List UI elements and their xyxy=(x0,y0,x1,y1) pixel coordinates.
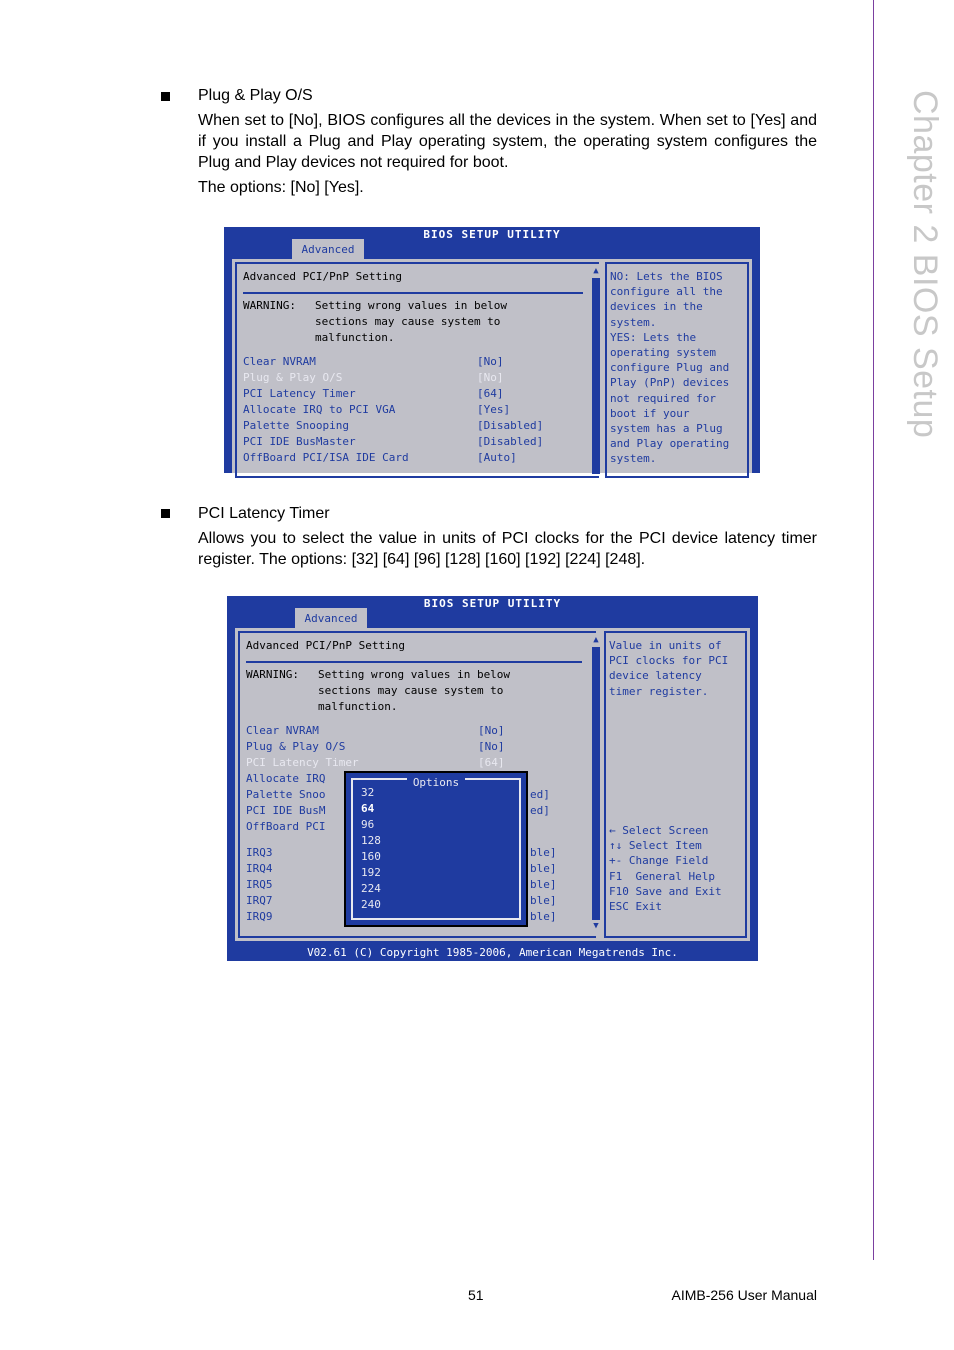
menu-item-clear-nvram[interactable]: Clear NVRAM xyxy=(246,724,319,737)
warning-line: malfunction. xyxy=(318,700,398,713)
menu-item-irq3[interactable]: IRQ3 xyxy=(246,846,273,859)
side-rule xyxy=(873,0,874,1260)
section-paragraph-pci-latency: Allows you to select the value in units of PCI clocks for the PCI device latency timer register. The options: [32] [64] [96] [128] [160] [192] [224] [248]. xyxy=(198,530,817,568)
menu-value[interactable]: [No] xyxy=(477,371,504,384)
key-legend: ← Select Screen ↑↓ Select Item +- Change Field F1 General Help F10 Save and Exit ESC Exit xyxy=(609,824,722,914)
menu-item-irq9[interactable]: IRQ9 xyxy=(246,910,273,923)
section-options-plug-play: The options: [No] [Yes]. xyxy=(198,179,364,196)
popup-frame xyxy=(351,778,521,920)
menu-item-pci-ide-busmaster[interactable]: PCI IDE BusM xyxy=(246,804,326,817)
menu-item-allocate-irq[interactable]: Allocate IRQ to PCI VGA xyxy=(243,403,396,416)
help-text: Value in units of PCI clocks for PCI device latency timer register. xyxy=(609,639,729,698)
menu-item-pci-latency-timer[interactable]: PCI Latency Timer xyxy=(246,756,359,769)
menu-item-offboard-ide[interactable]: OffBoard PCI/ISA IDE Card xyxy=(243,451,409,464)
warning-line: Setting wrong values in below xyxy=(318,668,511,681)
options-popup[interactable] xyxy=(344,771,528,927)
menu-value[interactable]: [No] xyxy=(477,355,504,368)
scrollbar[interactable] xyxy=(590,262,602,474)
scrollbar[interactable] xyxy=(590,631,602,934)
warning-line: sections may cause system to xyxy=(315,315,501,328)
bullet-icon xyxy=(161,509,170,518)
scroll-track[interactable] xyxy=(592,278,600,474)
tab-advanced[interactable]: Advanced xyxy=(295,608,367,628)
menu-item-pci-ide-busmaster[interactable]: PCI IDE BusMaster xyxy=(243,435,356,448)
popup-title-text: Options xyxy=(407,776,465,789)
option-item[interactable]: 128 xyxy=(361,834,381,847)
menu-value[interactable]: ed] xyxy=(530,804,550,817)
scroll-track[interactable] xyxy=(592,647,600,920)
divider xyxy=(243,292,583,294)
option-item[interactable]: 32 xyxy=(361,786,375,799)
menu-value[interactable]: ble] xyxy=(530,894,557,907)
warning-label: WARNING: xyxy=(243,299,296,312)
option-item[interactable]: 224 xyxy=(361,882,381,895)
menu-value[interactable]: [Disabled] xyxy=(477,435,544,448)
menu-value[interactable]: [Disabled] xyxy=(477,419,544,432)
bios-body xyxy=(235,628,750,941)
scroll-down-icon[interactable]: ▼ xyxy=(593,921,599,931)
menu-value[interactable]: ble] xyxy=(530,910,557,923)
menu-value[interactable]: ble] xyxy=(530,862,557,875)
menu-value[interactable]: ble] xyxy=(530,878,557,891)
menu-item-plug-play-os[interactable]: Plug & Play O/S xyxy=(246,740,346,753)
bullet-icon xyxy=(161,92,170,101)
warning-label: WARNING: xyxy=(246,668,299,681)
scroll-up-icon[interactable]: ▲ xyxy=(593,635,599,645)
settings-pane xyxy=(238,631,596,938)
menu-value[interactable]: [Yes] xyxy=(477,403,511,416)
menu-item-irq4[interactable]: IRQ4 xyxy=(246,862,273,875)
option-item-selected[interactable]: 64 xyxy=(361,802,375,815)
menu-value[interactable]: [No] xyxy=(478,740,505,753)
bios-body xyxy=(232,259,752,473)
help-pane xyxy=(604,631,747,938)
option-item[interactable]: 96 xyxy=(361,818,375,831)
settings-pane xyxy=(235,262,599,478)
chapter-tab-text: Chapter 2 BIOS Setup xyxy=(906,90,944,439)
bios-footer: V02.61 (C) Copyright 1985-2006, American Megatrends Inc. xyxy=(307,946,678,959)
menu-item-plug-play-os[interactable]: Plug & Play O/S xyxy=(243,371,343,384)
menu-value[interactable]: ble] xyxy=(530,846,557,859)
menu-value[interactable]: [64] xyxy=(478,756,505,769)
warning-line: Setting wrong values in below xyxy=(315,299,508,312)
bios-title: BIOS SETUP UTILITY xyxy=(423,228,561,241)
menu-item-clear-nvram[interactable]: Clear NVRAM xyxy=(243,355,316,368)
menu-item-allocate-irq[interactable]: Allocate IRQ xyxy=(246,772,326,785)
menu-item-irq5[interactable]: IRQ5 xyxy=(246,878,273,891)
section-heading-plug-play: Plug & Play O/S xyxy=(198,87,313,104)
menu-value[interactable]: ed] xyxy=(530,788,550,801)
menu-item-palette-snooping[interactable]: Palette Snooping xyxy=(243,419,349,432)
menu-item-offboard-ide[interactable]: OffBoard PCI xyxy=(246,820,326,833)
option-item[interactable]: 240 xyxy=(361,898,381,911)
menu-value[interactable]: [64] xyxy=(477,387,504,400)
manual-title: AIMB-256 User Manual xyxy=(671,1287,817,1303)
warning-line: sections may cause system to xyxy=(318,684,504,697)
popup-title xyxy=(353,771,519,790)
bios-screenshot-1 xyxy=(224,227,760,473)
option-item[interactable]: 160 xyxy=(361,850,381,863)
warning-line: malfunction. xyxy=(315,331,395,344)
bios-screenshot-2 xyxy=(227,596,758,961)
tab-advanced[interactable]: Advanced xyxy=(292,239,364,259)
page-number: 51 xyxy=(468,1287,484,1303)
menu-item-palette-snooping[interactable]: Palette Snoo xyxy=(246,788,326,801)
section-paragraph-plug-play: When set to [No], BIOS configures all the devices in the system. When set to [Yes] and if you install a Plug and Play operating system, the operating system configures the Plug and Play devices not required for boot. xyxy=(198,112,817,171)
menu-value[interactable]: [Auto] xyxy=(477,451,517,464)
divider xyxy=(246,661,582,663)
menu-item-irq7[interactable]: IRQ7 xyxy=(246,894,273,907)
panel-title: Advanced PCI/PnP Setting xyxy=(246,639,405,652)
option-item[interactable]: 192 xyxy=(361,866,381,879)
section-heading-pci-latency: PCI Latency Timer xyxy=(198,505,330,522)
scroll-up-icon[interactable]: ▲ xyxy=(593,266,599,276)
chapter-tab xyxy=(904,90,944,490)
menu-value[interactable]: [No] xyxy=(478,724,505,737)
help-pane xyxy=(605,262,749,478)
panel-title: Advanced PCI/PnP Setting xyxy=(243,270,402,283)
menu-item-pci-latency-timer[interactable]: PCI Latency Timer xyxy=(243,387,356,400)
help-text: NO: Lets the BIOS configure all the devices in the system. YES: Lets the operating system configure Plug and Play (PnP) devices not required for boot if your system has a Plug and Play operating system. xyxy=(610,270,730,466)
bios-title: BIOS SETUP UTILITY xyxy=(423,597,562,610)
